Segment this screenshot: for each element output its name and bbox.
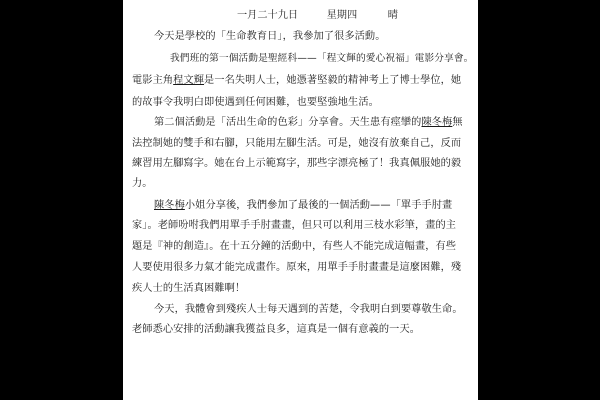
p4-line2: 家」。老師吩咐我們用單手手肘畫畫，但只可以利用三枝水彩筆，畫的主 xyxy=(132,220,457,231)
p4-line5: 疾人士的生活真困難啊！ xyxy=(132,283,246,294)
p2-line3: 的故事令我明白即使遇到任何困難，也要堅強地生活。 xyxy=(132,97,379,108)
p3-line4: 力。 xyxy=(132,178,153,189)
p3-line3: 練習用左腳寫字。她在台上示範寫字，那些字漂亮極了！我真佩服她的毅 xyxy=(132,158,462,169)
person-name-cheng: 程文輝 xyxy=(173,75,205,86)
p2-line2-text-b: 是一名失明人士，她憑著堅毅的精神考上了博士學位，她 xyxy=(204,75,462,86)
diary-header xyxy=(237,9,398,23)
p2-line1: 我們班的第一個活動是聖經科——「程文輝的愛心祝福」電影分享會。 xyxy=(170,53,474,64)
diary-page xyxy=(123,0,478,400)
diary-weather: 晴 xyxy=(387,10,398,21)
person-name-chan-2: 陳冬梅 xyxy=(154,200,185,211)
p1-line1: 今天是學校的「生命教育日」，我參加了很多活動。 xyxy=(154,31,386,42)
person-name-chan: 陳冬梅 xyxy=(421,117,453,128)
p3-line1-text-a: 第二個活動是「活出生命的色彩」分享會。天生患有痙攣的 xyxy=(154,117,422,128)
p2-line2 xyxy=(132,74,461,88)
p4-line1 xyxy=(154,199,452,213)
p4-line4: 人要使用很多力氣才能完成畫作。原來，用單手手肘畫畫是這麼困難，殘 xyxy=(132,262,462,273)
diary-date: 一月二十九日 xyxy=(237,10,299,21)
p4-line3: 題是『神的創造』。在十五分鐘的活動中，有些人不能完成這幅畫，有些 xyxy=(132,241,457,252)
p5-line2: 老師悉心安排的活動讓我獲益良多，這真是一個有意義的一天。 xyxy=(132,324,421,335)
p3-line1 xyxy=(154,116,463,130)
p2-line2-text-a: 電影主角 xyxy=(132,75,174,86)
p3-line2: 法控制她的雙手和右腳，只能用左腳生活。可是，她沒有放棄自己，反而 xyxy=(132,138,462,149)
p3-line1-text-b: 無 xyxy=(452,117,463,128)
p4-line1-text: 小姐分享後，我們參加了最後的一個活動——「單手手肘畫 xyxy=(184,200,453,211)
diary-weekday: 星期四 xyxy=(326,10,358,21)
p5-line1: 今天，我體會到殘疾人士每天遇到的苦楚，令我明白到要尊敬生命。 xyxy=(154,304,463,315)
